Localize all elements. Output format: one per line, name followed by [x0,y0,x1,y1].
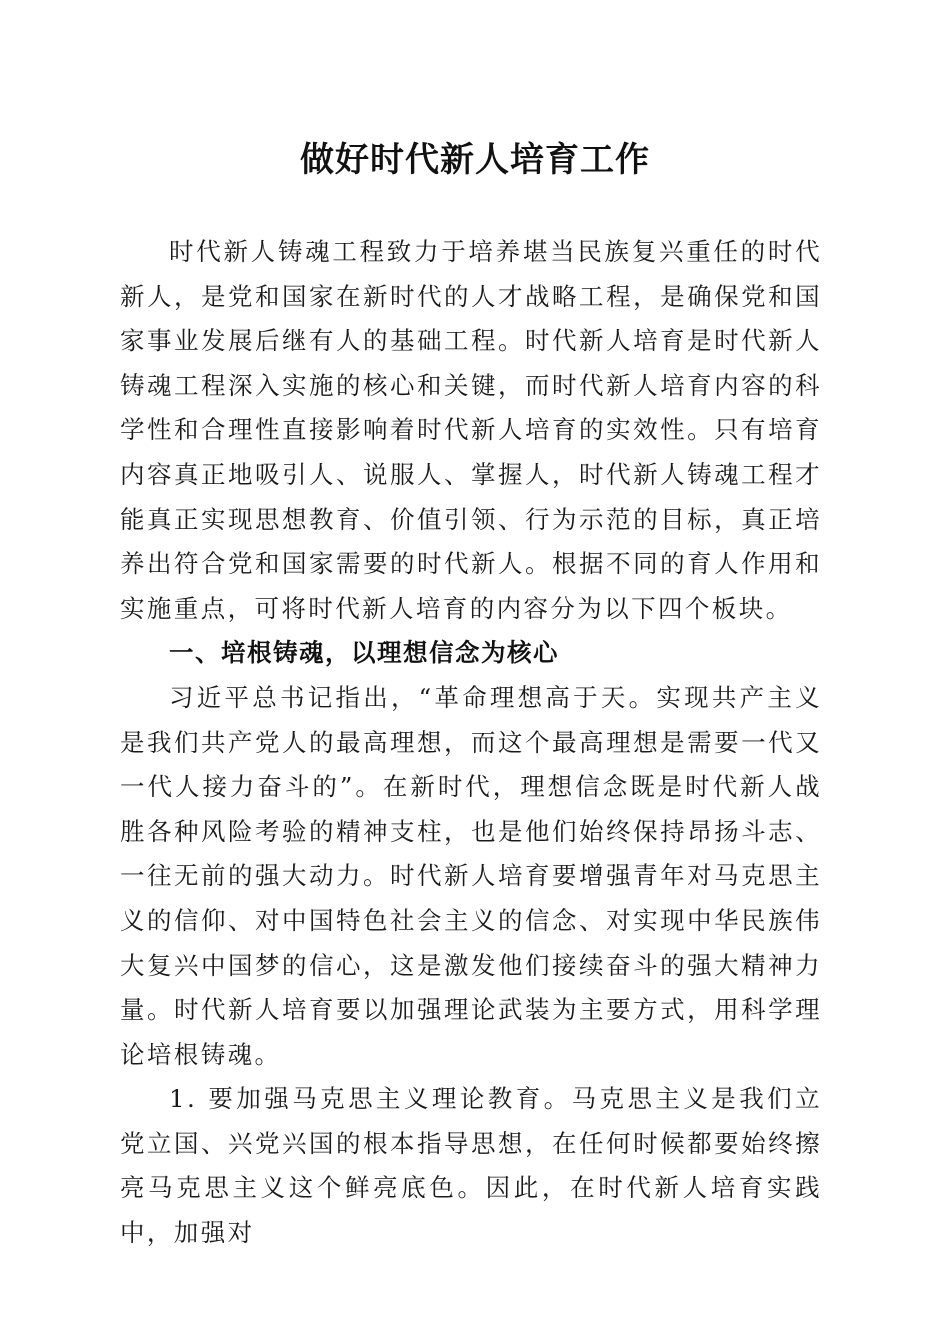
document-title: 做好时代新人培育工作 [300,140,650,180]
section-heading-1: 一、培根铸魂，以理想信念为核心 [169,638,559,668]
intro-paragraph: 时代新人铸魂工程致力于培养堪当民族复兴重任的时代新人，是党和国家在新时代的人才战略工程，是确保党和国家事业发展后继有人的基础工程。时代新人培育是时代新人铸魂工程深入实施的核心和关键，而时代新人培育内容的科学性和合理性直接影响着时代新人培育的实效性。只有培育内容真正地吸引人、说服人、掌握人，时代新人铸魂工程才能真正实现思想教育、价值引领、行为示范的目标，真正培养出符合党和国家需要的时代新人。根据不同的育人作用和实施重点，可将时代新人培育的内容分为以下四个板块。 [120,237,822,623]
point-1-paragraph: 1. 要加强马克思主义理论教育。马克思主义是我们立党立国、兴党兴国的根本指导思想，在任何时候都要始终擦亮马克思主义这个鲜亮底色。因此，在时代新人培育实践中，加强对 [120,1084,822,1248]
document-body [120,230,822,1256]
section-1-paragraph: 习近平总书记指出，“革命理想高于天。实现共产主义是我们共产党人的最高理想，而这个最高理想是需要一代又一代人接力奋斗的”。在新时代，理想信念既是时代新人战胜各种风险考验的精神支柱，也是他们始终保持昂扬斗志、一往无前的强大动力。时代新人培育要增强青年对马克思主义的信仰、对中国特色社会主义的信念、对实现中华民族伟大复兴中国梦的信心，这是激发他们接续奋斗的强大精神力量。时代新人培育要以加强理论武装为主要方式，用科学理论培根铸魂。 [120,682,822,1069]
